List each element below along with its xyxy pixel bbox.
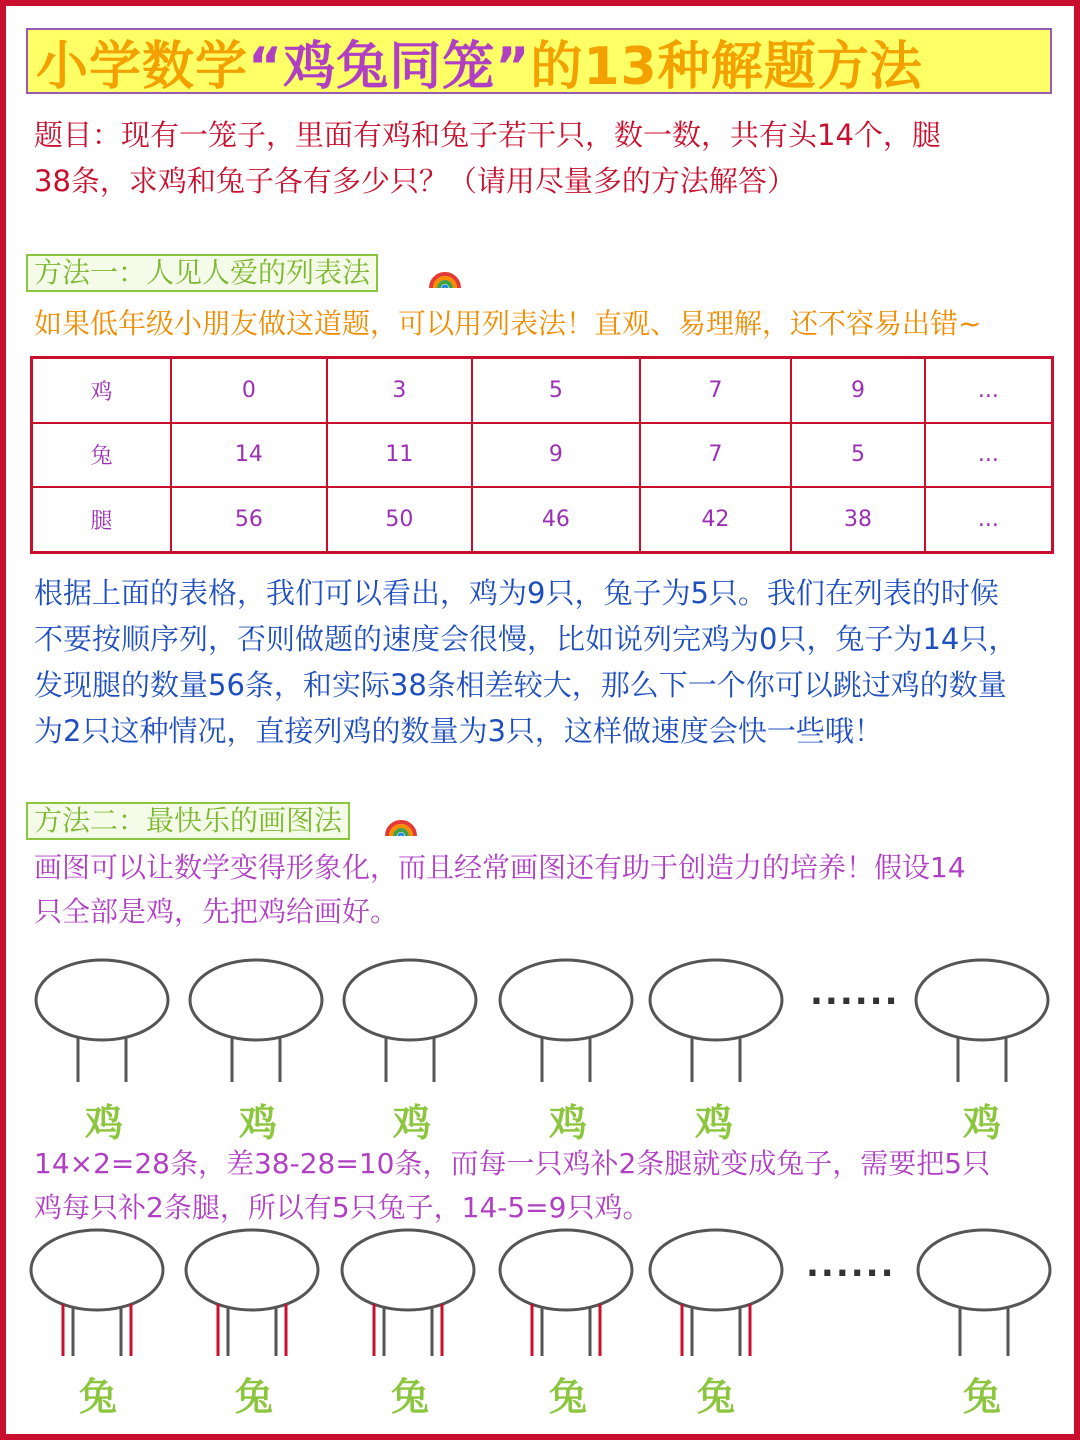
table-cell: 50: [327, 487, 473, 552]
table-cell: 0: [171, 358, 327, 423]
rabbit-figure: [186, 1230, 318, 1356]
problem-line: 题目：现有一笼子，里面有鸡和兔子若干只，数一数，共有头14个，腿: [34, 118, 941, 152]
rabbit-label: 兔: [548, 1375, 587, 1419]
chicken-figure: [500, 960, 632, 1082]
problem-line: 38条，求鸡和兔子各有多少只？（请用尽量多的方法解答）: [34, 164, 796, 198]
chicken-label: 鸡: [548, 1101, 587, 1145]
explanation-line: 发现腿的数量56条，和实际38条相差较大，那么下一个你可以跳过鸡的数量: [34, 668, 1007, 702]
chicken-figure: [36, 960, 168, 1082]
table-cell: 46: [472, 487, 639, 552]
table-cell: 11: [327, 423, 473, 487]
table-cell: ...: [925, 487, 1053, 552]
rabbit-figure: [31, 1230, 163, 1356]
method-two-heading: 方法二：最快乐的画图法: [26, 802, 350, 840]
calc-line: 14×2=28条，差38-28=10条，而每一只鸡补2条腿就变成兔子，需要把5只: [34, 1147, 991, 1180]
table-cell: 9: [472, 423, 639, 487]
table-cell: 9: [791, 358, 925, 423]
method-one-intro: 如果低年级小朋友做这道题，可以用列表法！直观、易理解，还不容易出错~: [34, 307, 982, 340]
rabbit-figure: [918, 1230, 1050, 1356]
calc-line: 鸡每只补2条腿，所以有5只兔子，14-5=9只鸡。: [34, 1191, 651, 1224]
chicken-label: 鸡: [962, 1101, 1001, 1145]
rabbit-label: 兔: [390, 1375, 429, 1419]
table-cell: 5: [791, 423, 925, 487]
table-cell: ...: [925, 423, 1053, 487]
rabbit-label: 兔: [696, 1375, 735, 1419]
intro-line: 只全部是鸡，先把鸡给画好。: [34, 895, 399, 928]
chicken-figure: [916, 960, 1048, 1082]
table-cell: 腿: [32, 487, 172, 552]
rabbit-drawings: [31, 1230, 1050, 1356]
table-cell: 3: [327, 358, 473, 423]
title-part-3: 的13种解题方法: [530, 36, 923, 97]
chicken-ellipsis: ......: [810, 973, 900, 1013]
explanation-line: 不要按顺序列，否则做题的速度会很慢，比如说列完鸡为0只，兔子为14只，: [34, 622, 1018, 656]
rabbit-figure: [500, 1230, 632, 1356]
table-cell: 38: [791, 487, 925, 552]
chicken-label: 鸡: [84, 1101, 123, 1145]
table-cell: 14: [171, 423, 327, 487]
title-part-1: 小学数学: [36, 36, 249, 97]
table-cell: 42: [640, 487, 792, 552]
rabbit-ellipsis: ......: [806, 1245, 896, 1285]
chicken-label: 鸡: [238, 1101, 277, 1145]
table-cell: 兔: [32, 423, 172, 487]
table-cell: 5: [472, 358, 639, 423]
explanation-line: 根据上面的表格，我们可以看出，鸡为9只，兔子为5只。我们在列表的时候: [34, 576, 999, 610]
rabbit-label: 兔: [234, 1375, 273, 1419]
intro-line: 画图可以让数学变得形象化，而且经常画图还有助于创造力的培养！假设14: [34, 851, 966, 884]
chicken-figure: [190, 960, 322, 1082]
table-cell: 56: [171, 487, 327, 552]
explanation-line: 为2只这种情况，直接列鸡的数量为3只，这样做速度会快一些哦！: [34, 714, 883, 748]
title-part-2: “鸡兔同笼”: [248, 36, 531, 97]
chicken-label: 鸡: [392, 1101, 431, 1145]
chicken-figure: [344, 960, 476, 1082]
rabbit-label: 兔: [962, 1375, 1001, 1419]
table-cell: 7: [640, 423, 792, 487]
table-cell: 7: [640, 358, 792, 423]
table-cell: 鸡: [32, 358, 172, 423]
rabbit-label: 兔: [78, 1375, 117, 1419]
chicken-figure: [650, 960, 782, 1082]
chicken-label: 鸡: [694, 1101, 733, 1145]
rabbit-figure: [342, 1230, 474, 1356]
table-cell: ...: [925, 358, 1053, 423]
method-one-heading: 方法一：人见人爱的列表法: [26, 254, 378, 292]
method-two-calculation: [34, 1142, 1044, 1230]
rabbit-figure: [650, 1230, 782, 1356]
